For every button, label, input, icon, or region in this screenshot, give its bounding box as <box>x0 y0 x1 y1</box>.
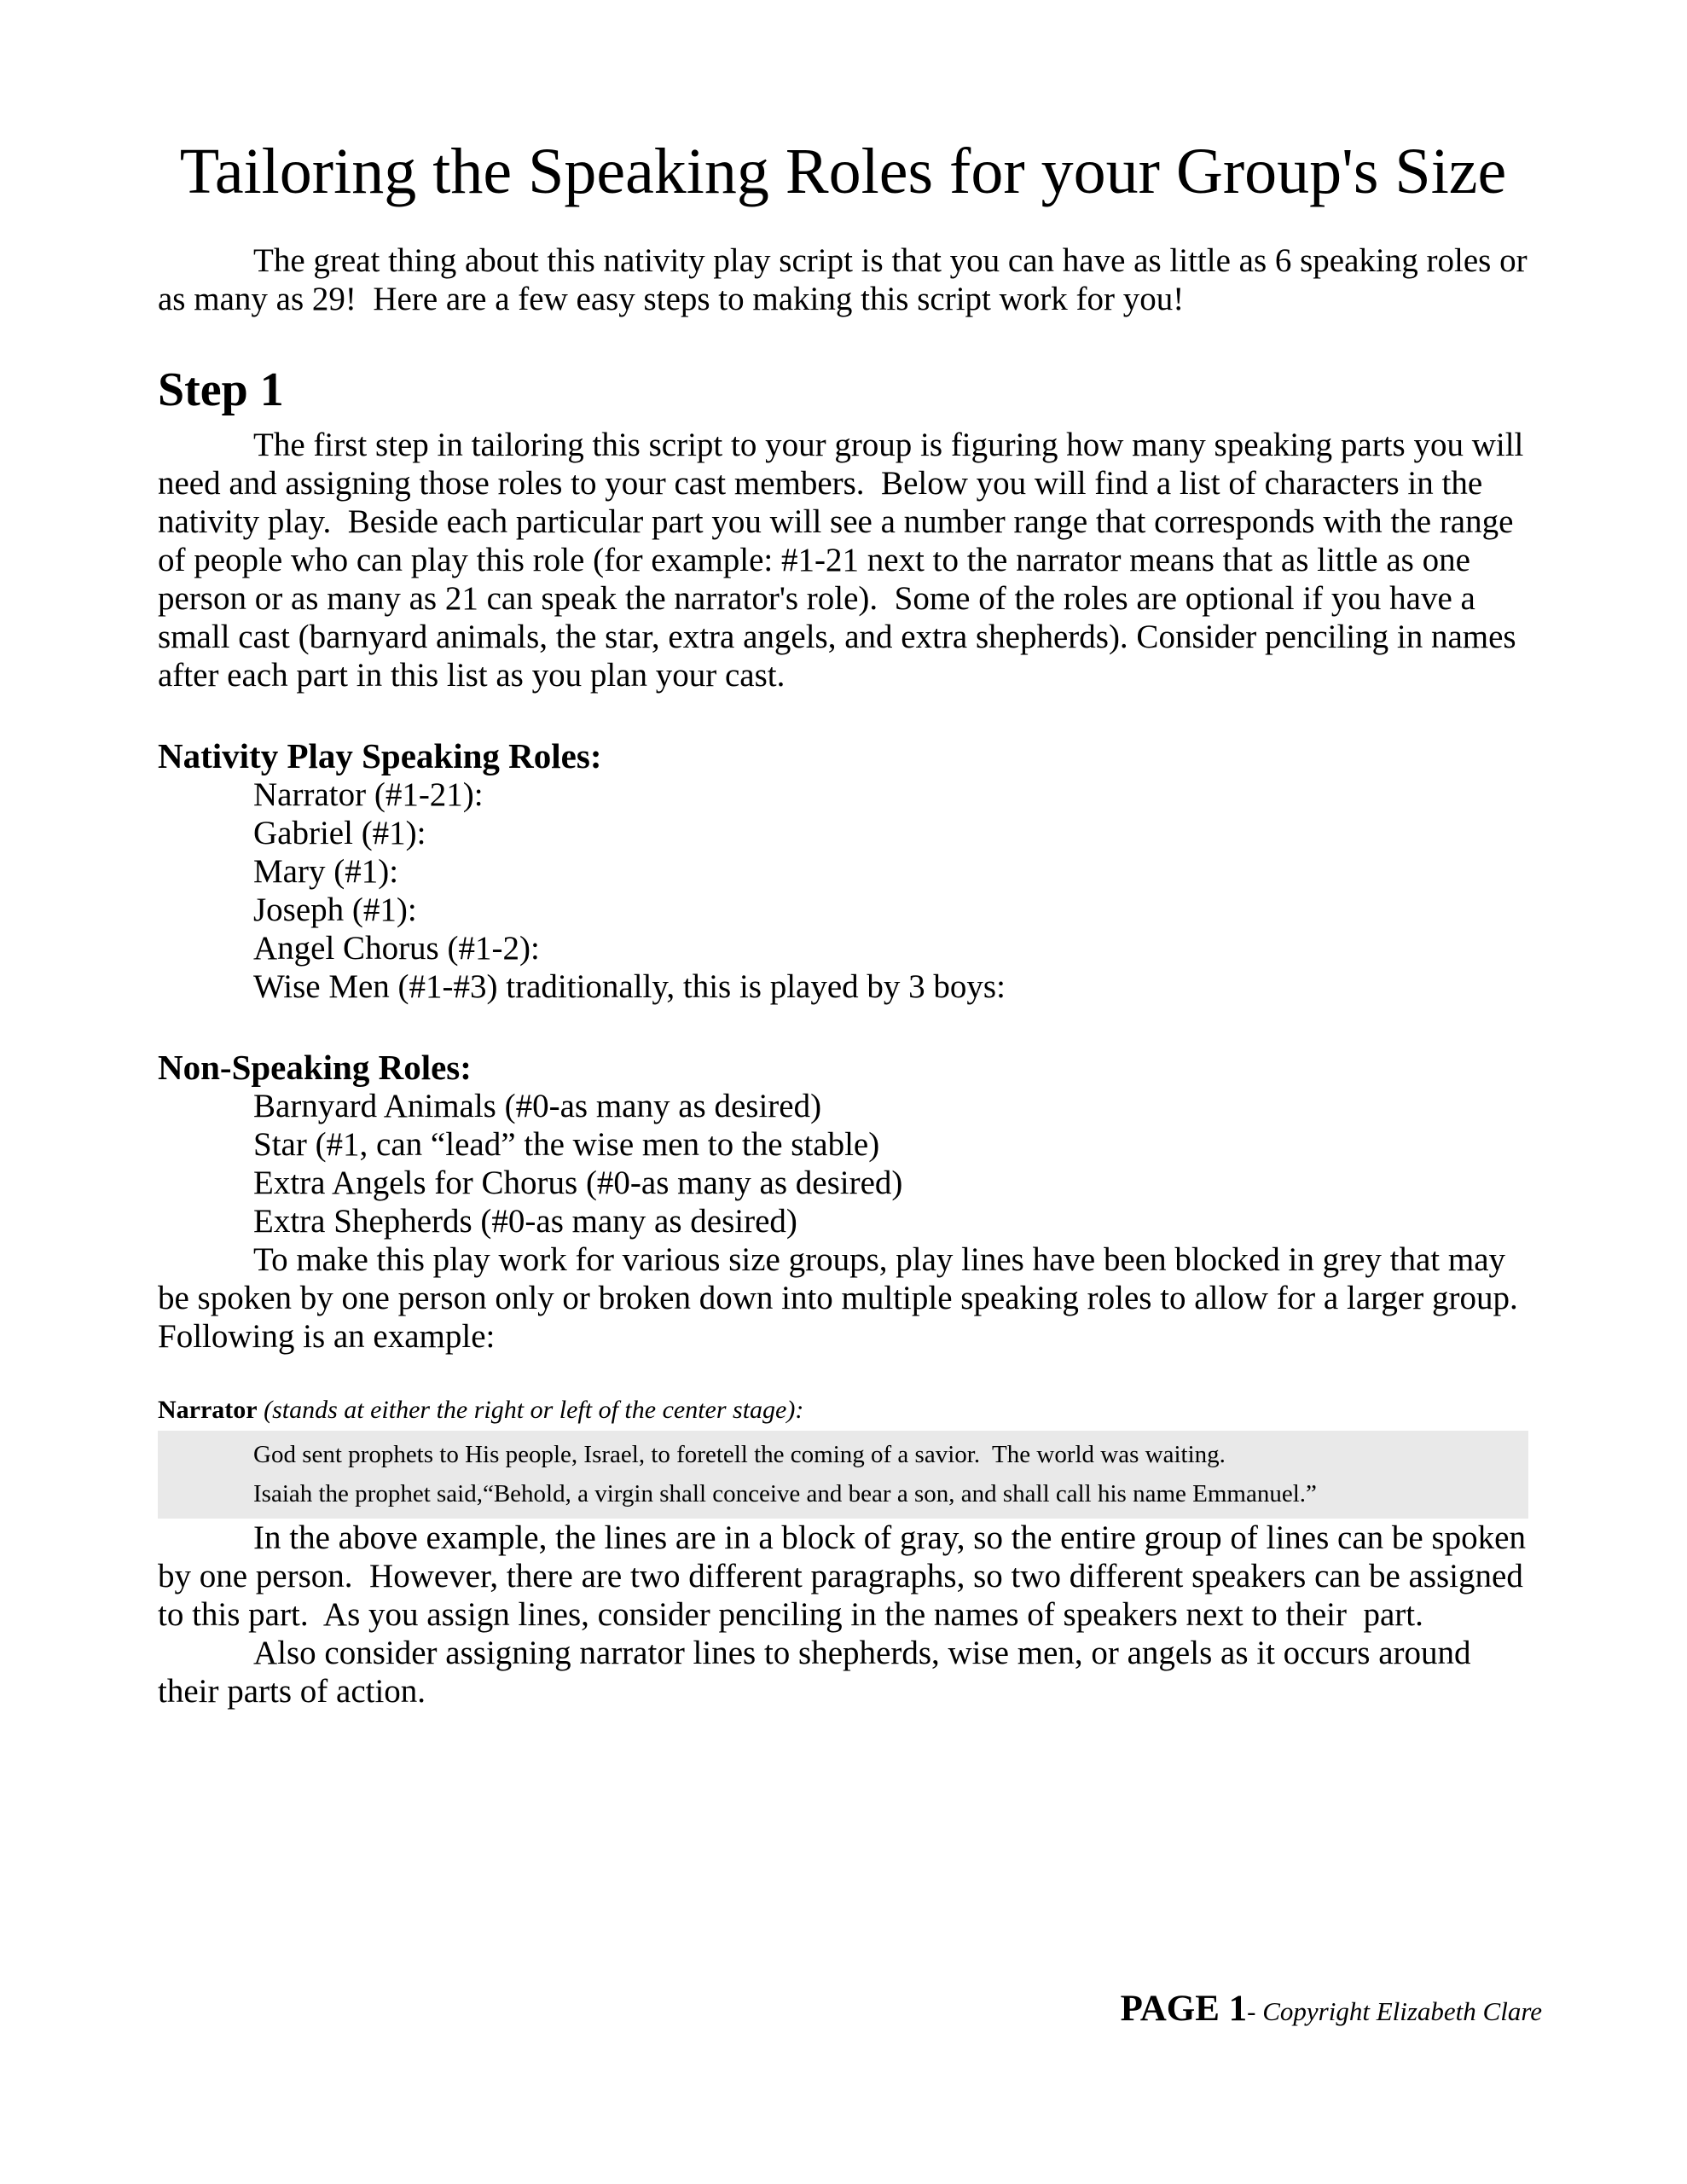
role-item: Gabriel (#1): <box>253 814 426 851</box>
role-item: Star (#1, can “lead” the wise men to the stable) <box>253 1125 880 1163</box>
speaking-roles-list <box>158 775 1528 1006</box>
example-line: God sent prophets to His people, Israel, to foretell the coming of a savior. The world was waiting. <box>253 1440 1226 1468</box>
intro-paragraph: The great thing about this nativity play script is that you can have as little as 6 speaking roles or as many as 29! Here are a few easy steps to making this script work for you! <box>158 241 1536 317</box>
role-item: Angel Chorus (#1-2): <box>253 929 540 967</box>
speaking-roles-heading: Nativity Play Speaking Roles: <box>158 735 602 775</box>
page-footer <box>1121 1988 1542 2030</box>
role-item: Barnyard Animals (#0-as many as desired) <box>253 1087 822 1124</box>
role-item: Narrator (#1-21): <box>253 775 484 813</box>
example-stage-direction: (stands at either the right or left of the center stage): <box>264 1395 804 1424</box>
example-role-label: Narrator <box>158 1395 258 1424</box>
role-item: Extra Shepherds (#0-as many as desired) <box>253 1202 797 1240</box>
example-line: Isaiah the prophet said,“Behold, a virgin shall conceive and bear a son, and shall call his name Emmanuel.” <box>253 1479 1317 1507</box>
role-item: Mary (#1): <box>253 852 399 890</box>
document-title: Tailoring the Speaking Roles for your Group's Size <box>179 136 1507 207</box>
non-speaking-roles-list <box>158 1087 1528 1240</box>
example-highlight-block <box>158 1431 1528 1519</box>
role-item: Joseph (#1): <box>253 891 417 928</box>
role-item: Wise Men (#1-#3) traditionally, this is played by 3 boys: <box>253 967 1006 1005</box>
step1-paragraph: The first step in tailoring this script to your group is figuring how many speaking parts you will need and assigning those roles to your cast members. Below you will find a list of characters in the nativity play. Beside each particular part you will see a number range that corresponds with the range of people who can play this role (for example: #1-21 next to the narrator means that as little as one person or as many as 21 can speak the narrator's role). Some of the roles are optional if you have a small cast (barnyard animals, the star, extra angels, and extra shepherds). Consider penciling in names after each part in this list as you plan your cast. <box>158 426 1533 694</box>
copyright-text: - Copyright Elizabeth Clare <box>1247 1996 1542 2026</box>
example-speaker-line <box>158 1395 1528 1426</box>
note-paragraph: Also consider assigning narrator lines to shepherds, wise men, or angels as it occurs around their parts of action. <box>158 1634 1480 1710</box>
page-number: PAGE 1 <box>1120 1989 1248 2029</box>
grouping-paragraph: To make this play work for various size groups, play lines have been blocked in grey that may be spoken by one person only or broken down into multiple speaking roles to allow for a larger group. Following is an example: <box>158 1240 1535 1355</box>
role-item: Extra Angels for Chorus (#0-as many as desired) <box>253 1164 903 1201</box>
non-speaking-roles-heading: Non-Speaking Roles: <box>158 1047 472 1087</box>
explanation-paragraph: In the above example, the lines are in a block of gray, so the entire group of lines can be spoken by one person. However, there are two different paragraphs, so two different speakers can be assigned to this part. As you assign lines, consider penciling in the names of speakers next to their part. <box>158 1519 1534 1633</box>
step1-heading: Step 1 <box>158 363 284 416</box>
